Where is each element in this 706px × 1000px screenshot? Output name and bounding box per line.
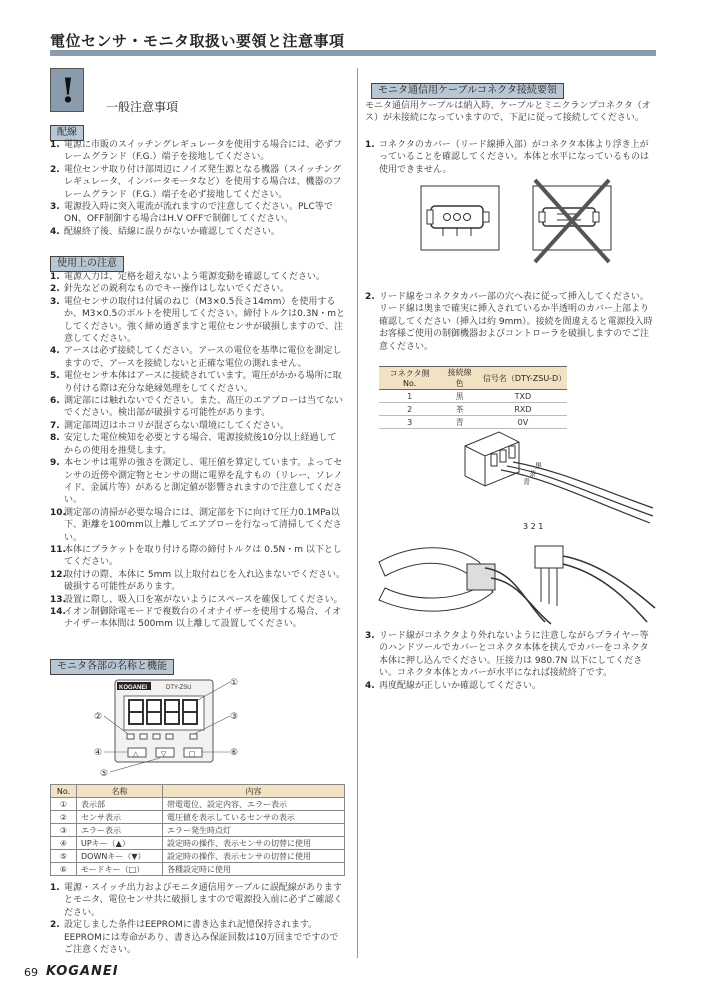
callout-5: ⑤ — [100, 769, 109, 779]
usage-section — [50, 251, 124, 272]
list-item-number: 2. — [50, 164, 60, 175]
step-4-num: 4. — [365, 680, 375, 691]
list-item-text: 電位センサ本体はアースに接続されています。電圧がかかる場所に取り付ける際は充分な絶縁処理をしてください。 — [64, 371, 342, 394]
list-item — [50, 569, 345, 594]
list-item — [50, 226, 345, 238]
list-item — [50, 345, 345, 370]
names-notes — [50, 882, 345, 956]
list-item — [50, 395, 345, 420]
table-row — [379, 390, 567, 403]
list-item-text: 配線終了後、結線に誤りがないか確認してください。 — [64, 226, 281, 237]
wire-label-black: 黒 — [535, 462, 542, 470]
list-item-number: 1. — [50, 140, 60, 150]
list-item — [50, 201, 345, 226]
table-cell: 1 — [379, 390, 440, 403]
wire-header-color: 接続線色 — [440, 367, 479, 390]
list-item-text: 設置に際し、吸入口を塞がないようにスペースを確保してください。 — [64, 594, 343, 605]
callout-4: ④ — [94, 748, 103, 758]
wire-header-no: コネクタ側 No. — [379, 367, 440, 390]
names-header-no: No. — [51, 785, 77, 798]
step-2 — [365, 291, 657, 353]
list-item — [50, 420, 345, 432]
step-1-text: コネクタのカバー（リード線挿入部）がコネクタ本体より浮き上がっていることを確認してください。本体と水平になっているものは使用できません。 — [379, 140, 650, 175]
list-item-text: 電源投入時に突入電流が流れますので注意してください。PLC等でON、OFF制御する場合はH.V OFFで制御してください。 — [64, 202, 333, 225]
wiring-list — [50, 139, 345, 238]
table-cell: ① — [51, 798, 77, 811]
page-title: 電位センサ・モニタ取扱い要領と注意事項 — [50, 32, 345, 50]
table-row — [379, 416, 567, 429]
page-number: 69 — [24, 966, 38, 979]
wire-insertion-diagram — [455, 428, 655, 528]
step-4-text: 再度配線が正しいか確認してください。 — [379, 680, 542, 691]
list-item — [50, 432, 345, 457]
table-cell: 設定時の操作、表示センサの切替に使用 — [163, 837, 345, 850]
list-item-text: 測定部には触れないでください。また、高圧のエアブローは当てないでください。検出部が破損する可能性があります。 — [64, 396, 344, 419]
table-row — [51, 837, 345, 850]
footer-brand-logo: KOGANEI — [46, 964, 119, 979]
wire-label-blue: 青 — [523, 478, 530, 486]
list-item-text: 設定しました条件はEEPROMに書き込まれ記憶保持されます。EEPROMには寿命があり、書き込み保証回数は10万回までですのでご注意ください。 — [64, 920, 339, 956]
list-item-text: イオン制御除電モードで複数台のイオナイザーを使用する場合、イオナイザー本体間は 500mm 以上離して設置してください。 — [64, 606, 342, 630]
list-item — [50, 271, 345, 283]
table-cell: センサ表示 — [77, 811, 163, 824]
step-3-text: リード線がコネクタより外れないように注意しながらプライヤー等のハンドツールでカバーとコネクタ本体を挟んでカバーをコネクタ本体に押し込んでください。圧接力は 980.7N 以下にしてください。コネクタ本体とカバーが水平になれば接続終了です。 — [379, 631, 649, 679]
names-header-name: 名称 — [77, 785, 163, 798]
table-cell: 帯電電位、設定内容、エラー表示 — [163, 798, 345, 811]
list-item — [50, 164, 345, 201]
list-item-number: 10. — [50, 507, 66, 518]
list-item-number: 3. — [50, 296, 60, 307]
table-cell: TXD — [479, 390, 567, 403]
wire-header-signal: 信号名（DTY-ZSU-D） — [479, 367, 567, 390]
table-cell: 青 — [440, 416, 479, 429]
general-notes-title: 一般注意事項 — [106, 100, 179, 114]
list-item — [50, 882, 345, 919]
list-item — [50, 606, 345, 631]
step-2-num: 2. — [365, 292, 375, 302]
callout-2: ② — [94, 712, 103, 722]
list-item-number: 4. — [50, 226, 60, 237]
list-item-text: 針先などの鋭利なものでキー操作はしないでください。 — [64, 284, 290, 295]
list-item — [50, 370, 345, 395]
list-item-text: 取付けの際、本体に 5mm 以上取付ねじを入れ込まないでください。破損する可能性があります。 — [64, 569, 345, 593]
step-2-text: リード線をコネクタカバー部の穴へ表に従って挿入してください。リード線は奥まで確実に挿入されているか半透明のカバー上部より確認してください（挿入は約 9mm）。接続を間違えると電源投入時お客様ご使用の制御機器およびコントローラを破損しますのでご注意ください。 — [379, 292, 653, 352]
table-cell: 表示部 — [77, 798, 163, 811]
title-bar — [50, 50, 656, 56]
table-cell: ⑤ — [51, 850, 77, 863]
list-item-number: 13. — [50, 594, 66, 605]
list-item-number: 5. — [50, 371, 60, 382]
connector-tag: モニタ通信用ケーブルコネクタ接続要領 — [371, 83, 564, 99]
table-cell: 電圧値を表示しているセンサの表示 — [163, 811, 345, 824]
list-item-text: 電源・スイッチ出力およびモニタ通信用ケーブルに誤配線がありますとモニタ、電位センサ共に破損しますので電源投入前に必ずご確認ください。 — [64, 883, 343, 918]
callout-6: ⑥ — [230, 748, 239, 758]
mode-key-icon: □ — [189, 750, 196, 758]
list-item-text: アースは必ず接続してください。アースの電位を基準に電位を測定しますので、アースを接続しないと正確な電位の測れません。 — [64, 346, 342, 369]
list-item-number: 3. — [50, 202, 60, 213]
table-cell: ④ — [51, 837, 77, 850]
list-item-number: 9. — [50, 458, 60, 469]
list-item-text: 電位センサの取付は付属のねじ（M3×0.5長さ14mm）を使用するか、M3×0.5のボルトを使用してください。締付トルクは0.3N・mとしてください。強く締め過ぎますと電位センサが破損しますので、注意してください。 — [64, 296, 345, 345]
list-item-text: 測定部の清掃が必要な場合には、測定部を下に向けて圧力0.1MPa以下、距離を100mm以上離してエアブローを行なって清掃してください。 — [64, 507, 342, 543]
table-cell: 2 — [379, 403, 440, 416]
list-item-text: 電源に市販のスイッチングレギュレータを使用する場合には、必ずフレームグランド（F.G.）端子を接地してください。 — [64, 140, 343, 163]
list-item-number: 7. — [50, 420, 60, 431]
wire-table — [379, 366, 567, 429]
table-cell: 各種設定時に使用 — [163, 863, 345, 876]
list-item-number: 1. — [50, 272, 60, 282]
list-item — [50, 594, 345, 606]
list-item — [50, 507, 345, 544]
usage-list — [50, 271, 345, 631]
list-item-text: 本センサは電界の強さを測定し、電圧値を算定しています。よってセンサの近傍や測定物とセンサの間に電界を乱すもの（リレー、ソレノイド、金属片等）があると測定値が影響されますので注意してください。 — [64, 458, 343, 506]
table-cell: UPキー（▲） — [77, 837, 163, 850]
list-item-text: 電位センサ取り付け部周辺にノイズ発生源となる機器（スイッチングレギュレータ、インバータモータなど）を使用する場合は、機器のフレームグランド（F.G.）端子を必ず接地してください。 — [64, 164, 342, 200]
table-row — [51, 863, 345, 876]
list-item — [50, 139, 345, 164]
step-1-num: 1. — [365, 140, 375, 150]
list-item-number: 12. — [50, 569, 66, 580]
table-row — [51, 811, 345, 824]
list-item-number: 4. — [50, 346, 60, 357]
column-divider — [357, 68, 358, 958]
names-tag: モニタ各部の名称と機能 — [50, 659, 174, 675]
table-cell: モードキー（□） — [77, 863, 163, 876]
wire-label-brown: 茶 — [529, 470, 536, 478]
step-3-num: 3. — [365, 631, 375, 641]
table-row — [379, 403, 567, 416]
list-item — [50, 919, 345, 956]
list-item-text: 測定部周辺はホコリが混ざらない環境にしてください。 — [64, 420, 290, 431]
names-table — [50, 784, 345, 876]
callout-1: ① — [230, 678, 239, 688]
names-header-content: 内容 — [163, 785, 345, 798]
table-cell: ③ — [51, 824, 77, 837]
table-cell: 設定時の操作、表示センサの切替に使用 — [163, 850, 345, 863]
step-3-4 — [365, 630, 657, 692]
list-item — [50, 283, 345, 295]
usage-tag: 使用上の注意 — [50, 256, 124, 272]
pliers-diagram — [375, 532, 657, 632]
table-cell: エラー発生時点灯 — [163, 824, 345, 837]
wiring-tag: 配線 — [50, 125, 84, 141]
device-brand: KOGANEI — [119, 685, 148, 691]
table-row — [51, 798, 345, 811]
connector-intro: モニタ通信用ケーブルは納入時、ケーブルとミニクランプコネクタ（オス）が未接続になっていますので、下記に従って接続してください。 — [365, 101, 651, 124]
table-cell: エラー表示 — [77, 824, 163, 837]
list-item-number: 11. — [50, 544, 66, 555]
table-cell: ⑥ — [51, 863, 77, 876]
table-cell: 3 — [379, 416, 440, 429]
device-model: DTY-ZSU — [166, 685, 192, 691]
list-item-text: 本体にブラケットを取り付ける際の締付トルクは 0.5N・m 以下としてください。 — [64, 544, 342, 568]
list-item-text: 電源入力は、定格を超えないよう電源変動を確認してください。 — [64, 272, 326, 282]
table-cell: DOWNキー（▼） — [77, 850, 163, 863]
callout-3: ③ — [230, 712, 239, 722]
list-item — [50, 457, 345, 507]
list-item-number: 6. — [50, 396, 60, 407]
monitor-diagram — [80, 672, 270, 782]
warning-icon: ! — [50, 68, 84, 112]
table-cell: 黒 — [440, 390, 479, 403]
list-item-number: 1. — [50, 883, 60, 893]
connector-section — [371, 78, 564, 99]
up-key-icon: △ — [133, 750, 139, 758]
list-item-number: 2. — [50, 920, 60, 931]
list-item — [50, 296, 345, 346]
wiring-section — [50, 120, 84, 141]
table-cell: ② — [51, 811, 77, 824]
down-key-icon: ▽ — [161, 750, 167, 758]
list-item-number: 14. — [50, 606, 66, 617]
table-cell: 0V — [479, 416, 567, 429]
list-item-number: 8. — [50, 433, 60, 444]
list-item-number: 2. — [50, 284, 60, 295]
list-item-text: 安定した電位検知を必要とする場合、電源接続後10分以上経過してからの使用を推奨します。 — [64, 433, 337, 456]
connector-images — [417, 176, 617, 268]
table-row — [51, 824, 345, 837]
step-1 — [365, 139, 657, 176]
list-item — [50, 544, 345, 569]
table-row — [51, 850, 345, 863]
table-cell: RXD — [479, 403, 567, 416]
pin-numbers: 3 2 1 — [523, 522, 544, 531]
table-cell: 茶 — [440, 403, 479, 416]
